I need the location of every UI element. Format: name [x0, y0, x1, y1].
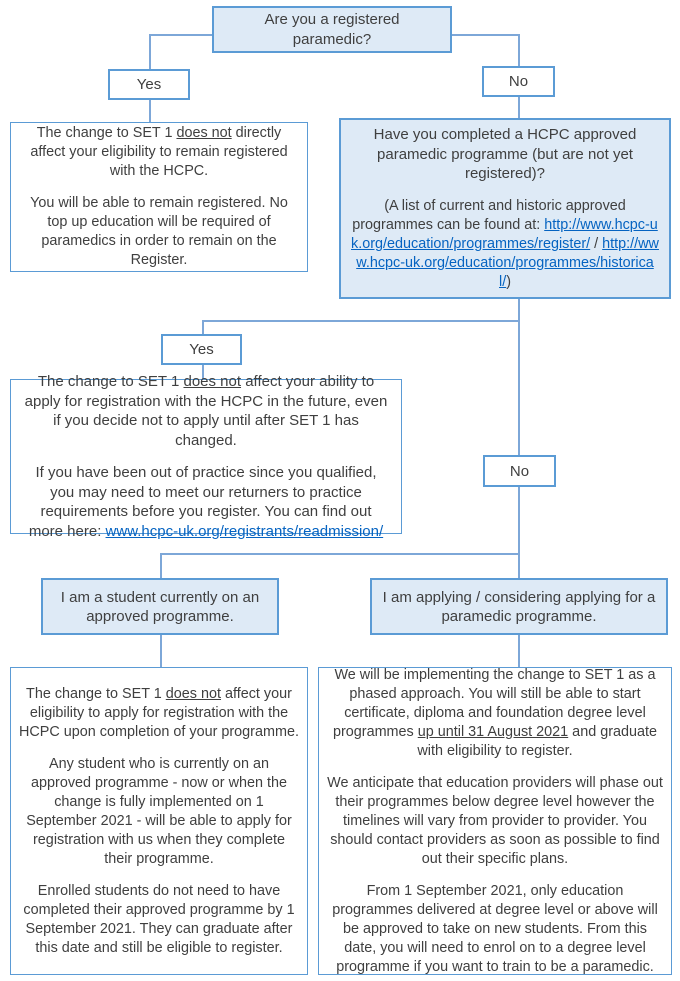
hyperlink[interactable]: www.hcpc-uk.org/registrants/readmission/ [105, 522, 384, 540]
answer-paragraph [327, 666, 663, 761]
connector-line [149, 34, 151, 69]
connector-line [149, 34, 213, 36]
connector-line [518, 34, 520, 66]
connector-line [160, 553, 519, 555]
connector-line [202, 320, 204, 334]
hyperlink[interactable]: http://www.hcpc-uk.org/education/programmes/historical/ [356, 235, 659, 290]
text-segment: The change to SET 1 [36, 125, 177, 141]
text-segment: does not [176, 125, 232, 141]
branch-no-label: No [508, 73, 529, 90]
text-segment: directly affect your eligibility to remain registered with the HCPC. [30, 125, 288, 179]
answer-paragraph: You will be able to remain registered. No top up education will be required of paramedics in order to remain on the Register. [30, 195, 288, 268]
text-segment: does not [165, 685, 221, 702]
branch-no-completed-box [483, 455, 556, 487]
connector-line [160, 553, 162, 578]
answer-paragraph [23, 463, 389, 541]
answer-applying-box [318, 667, 672, 975]
option-student-text: I am a student currently on an approved programme. [60, 588, 260, 625]
connector-line [518, 635, 520, 667]
text-segment: (A list of current and historic approved programmes can be found at: [352, 197, 626, 233]
approved-programmes-note [351, 197, 659, 292]
text-segment: ) [506, 273, 511, 290]
option-applying-text: I am applying / considering applying for a paramedic programme. [382, 588, 656, 625]
answer-paragraph [19, 685, 299, 742]
answer-paragraph: Enrolled students do not need to have completed their approved programme by 1 September 2021. They can graduate after this date and still be eligible to register. [23, 882, 295, 956]
connector-line [518, 97, 520, 118]
branch-no-registered-box [482, 66, 555, 97]
text-segment: does not [183, 373, 242, 390]
branch-yes-label: Yes [189, 341, 214, 358]
question-registered-paramedic-text: Are you a registered paramedic? [264, 11, 400, 48]
text-segment: and graduate with eligibility to register. [417, 723, 658, 759]
text-segment: We will be implementing the change to SET 1 as a phased approach. You will still be able to start certificate, diploma and foundation degree level programmes [332, 666, 656, 740]
question-completed-programme-box [339, 118, 671, 299]
answer-registered-yes-box [10, 122, 308, 272]
connector-line [452, 34, 519, 36]
answer-paragraph [19, 124, 299, 181]
text-segment: affect your eligibility to apply for registration with the HCPC upon completion of your programme. [19, 685, 299, 740]
connector-line [518, 299, 520, 455]
option-applying-box [370, 578, 668, 635]
answer-paragraph: Any student who is currently on an approved programme - now or when the change is fully implemented on 1 September 2021 - will be able to apply for registration with us when they complete their programme. [26, 755, 292, 867]
branch-no-label: No [509, 462, 530, 480]
answer-paragraph: From 1 September 2021, only education programmes delivered at degree level or above will be approved to take on new students. From this date, you will need to enrol on to a degree level programme if you want to train to be a paramedic. [332, 882, 658, 975]
hyperlink[interactable]: http://www.hcpc-uk.org/education/programmes/register/ [351, 216, 658, 252]
option-student-box [41, 578, 279, 635]
connector-line [160, 635, 162, 667]
question-completed-programme-text: Have you completed a HCPC approved paramedic programme (but are not yet registered)? [373, 126, 637, 183]
text-segment: If you have been out of practice since you qualified, you may need to meet our returners to practice requirements before you register. You can find out more here: [28, 464, 377, 540]
answer-student-box [10, 667, 308, 975]
branch-yes-registered-box [108, 69, 190, 100]
text-segment: affect your ability to apply for registration with the HCPC in the future, even if you decide not to apply until after SET 1 has changed. [24, 373, 388, 449]
text-segment: The change to SET 1 [26, 685, 166, 702]
question-registered-paramedic-box [212, 6, 452, 53]
answer-paragraph [23, 372, 389, 450]
connector-line [518, 487, 520, 578]
connector-line [202, 320, 519, 322]
text-segment: The change to SET 1 [37, 373, 184, 390]
answer-completed-yes-box [10, 373, 402, 540]
branch-yes-label: Yes [136, 76, 162, 93]
connector-line [149, 100, 151, 122]
branch-yes-completed-box [161, 334, 242, 365]
answer-paragraph: We anticipate that education providers will phase out their programmes below degree level however the timelines will vary from provider to provider. You should contact providers as soon as possible to find out their specific plans. [327, 774, 663, 867]
text-segment: up until 31 August 2021 [417, 723, 569, 740]
text-segment: / [590, 235, 603, 252]
